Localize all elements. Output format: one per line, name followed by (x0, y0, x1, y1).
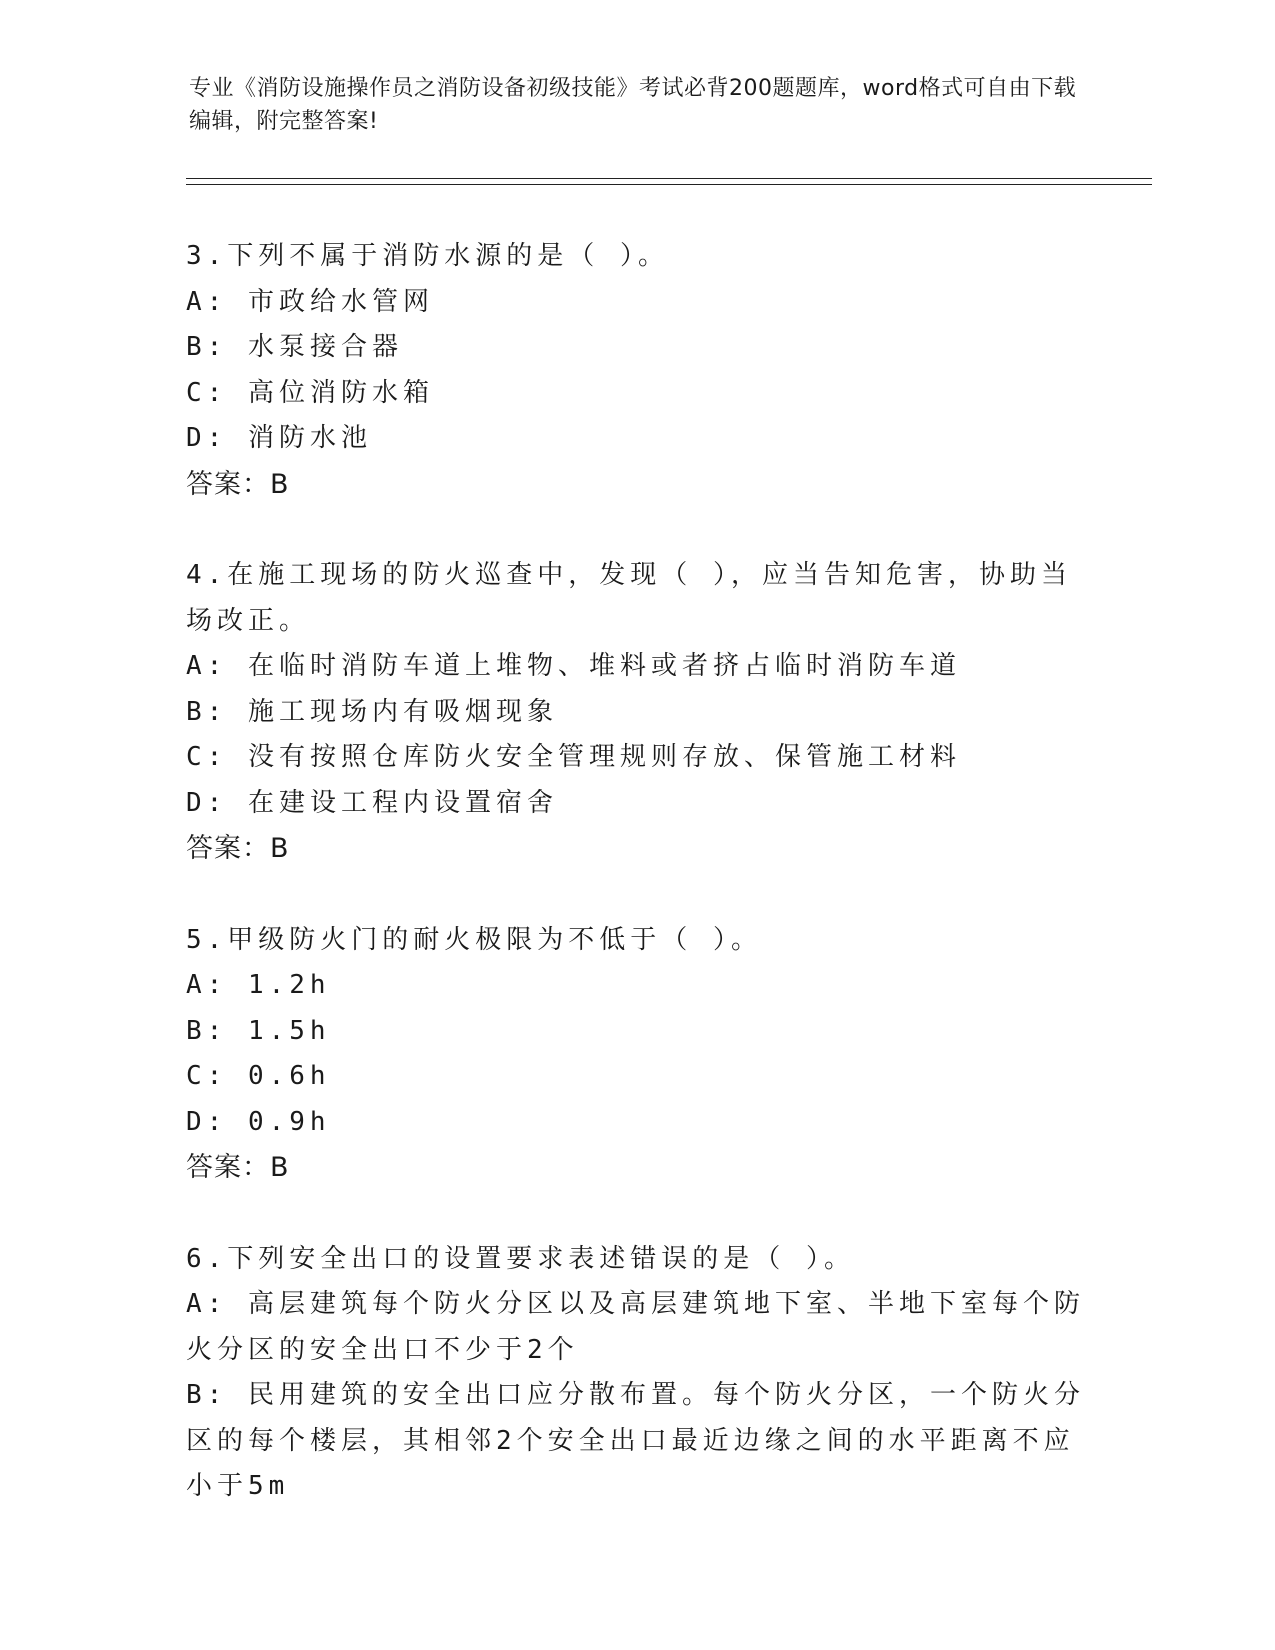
question-3 (186, 234, 1086, 507)
document-header: 专业《消防设施操作员之消防设备初级技能》考试必背200题题库，word格式可自由下载编辑，附完整答案! (189, 76, 1077, 134)
question-stem: 3.下列不属于消防水源的是（ ）。 (186, 241, 669, 271)
question-list (186, 234, 1086, 1556)
option-a: A: 高层建筑每个防火分区以及高层建筑地下室、半地下室每个防火分区的安全出口不少于2个 (186, 1289, 1085, 1365)
option-c: C: 没有按照仓库防火安全管理规则存放、保管施工材料 (186, 742, 961, 772)
option-b: B: 1.5h (186, 1015, 331, 1046)
question-stem: 4.在施工现场的防火巡查中，发现（ ），应当告知危害，协助当场改正。 (186, 560, 1072, 636)
option-b: B: 民用建筑的安全出口应分散布置。每个防火分区，一个防火分区的每个楼层，其相邻2个安全出口最近边缘之间的水平距离不应小于5m (186, 1380, 1085, 1501)
question-4 (186, 553, 1086, 872)
option-c: C: 0.6h (186, 1061, 331, 1091)
header-divider (186, 178, 1152, 185)
option-b: B: 施工现场内有吸烟现象 (186, 696, 558, 727)
option-d: D: 消防水池 (186, 423, 372, 453)
answer: 答案：B (186, 833, 290, 864)
question-6 (186, 1237, 1086, 1510)
question-stem: 6.下列安全出口的设置要求表述错误的是（ ）。 (186, 1243, 855, 1274)
option-c: C: 高位消防水箱 (186, 377, 434, 408)
option-a: A: 市政给水管网 (186, 286, 434, 317)
question-5 (186, 918, 1086, 1191)
answer: 答案：B (186, 468, 290, 500)
question-stem: 5.甲级防火门的耐火极限为不低于（ ）。 (186, 924, 762, 955)
option-b: B: 水泵接合器 (186, 332, 403, 362)
option-d: D: 在建设工程内设置宿舍 (186, 787, 558, 818)
option-a: A: 在临时消防车道上堆物、堆料或者挤占临时消防车道 (186, 651, 961, 681)
option-a: A: 1.2h (186, 970, 331, 1000)
option-d: D: 0.9h (186, 1106, 331, 1137)
answer: 答案：B (186, 1152, 290, 1183)
